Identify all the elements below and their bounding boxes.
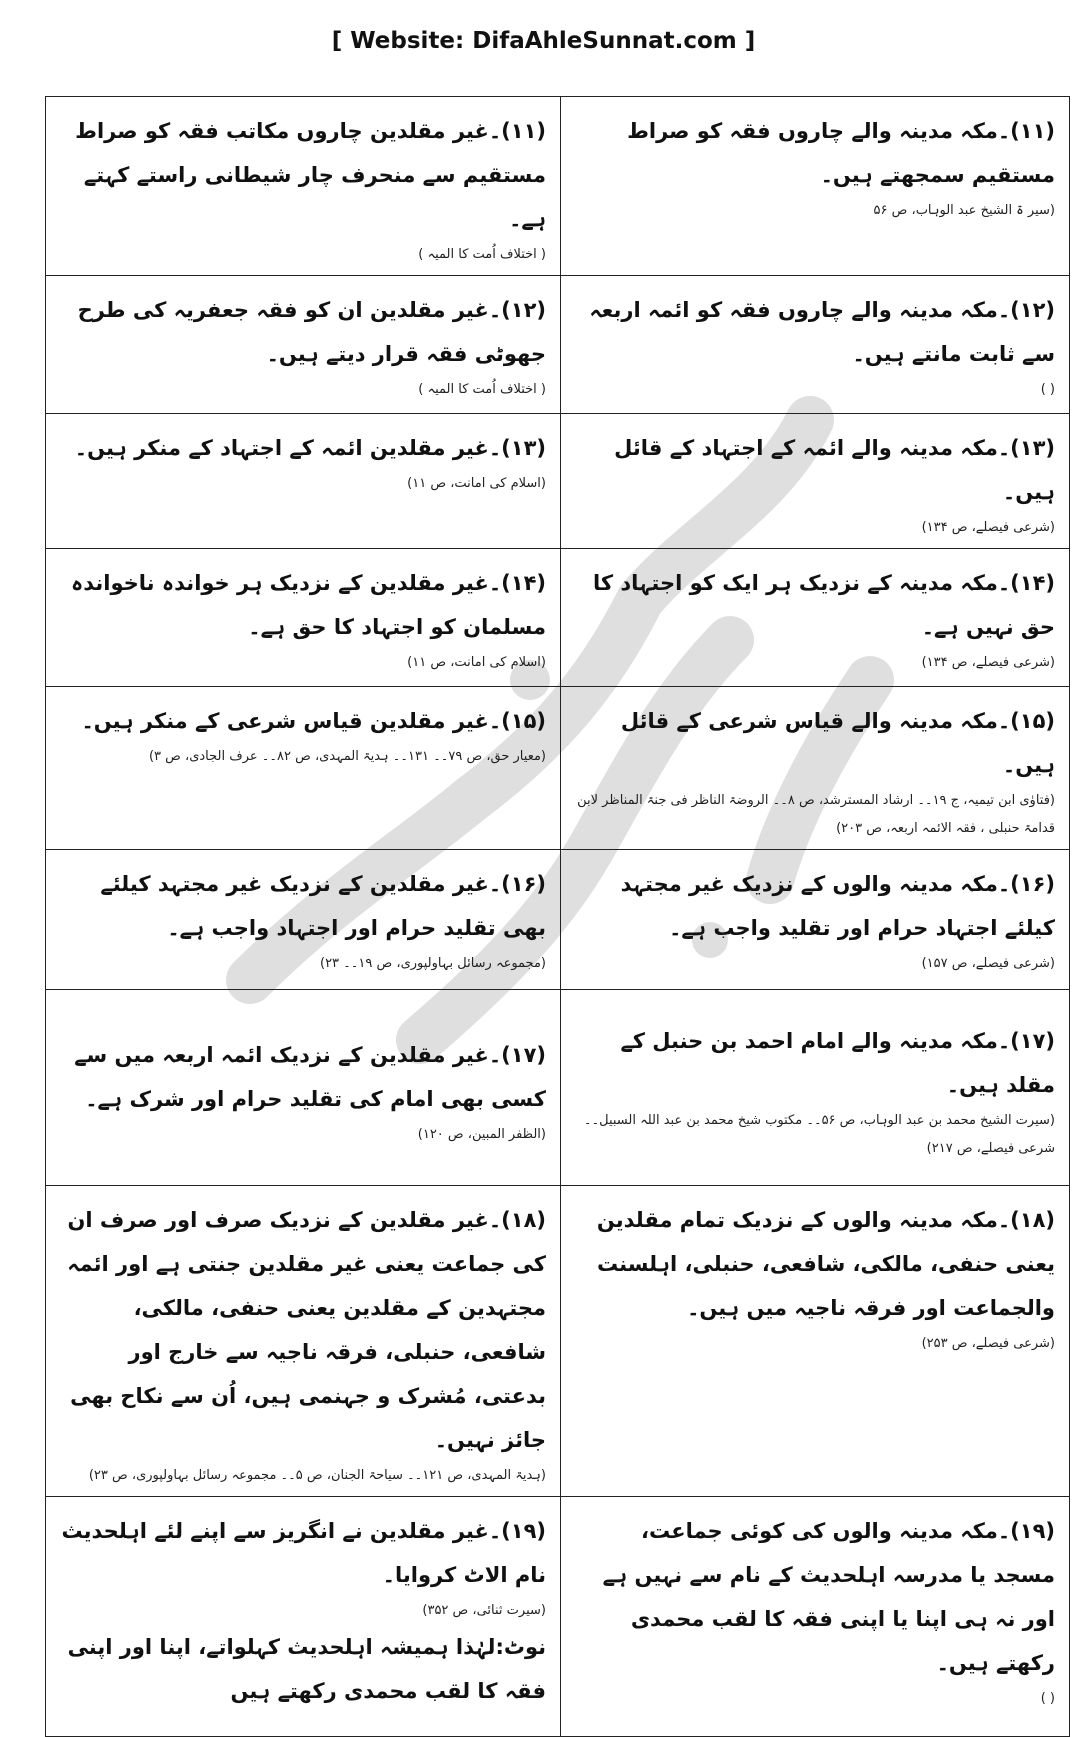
note-text: لہٰذا ہمیشہ اہلحدیث کہلواتے، اپنا اور اپنی فقہ کا لقب محمدی رکھتے ہیں [67, 1635, 546, 1703]
statement: (۱۵)۔غیر مقلدین قیاس شرعی کے منکر ہیں۔ [81, 709, 546, 733]
reference: (مجموعہ رسائل بہاولپوری، ص ۱۹۔۔ ۲۳) [320, 956, 546, 971]
statement: (۱۷)۔مکہ مدینہ والے امام احمد بن حنبل کے مقلد ہیں۔ [620, 1028, 1055, 1097]
makkah-madinah-cell [561, 97, 1070, 276]
makkah-madinah-cell [561, 1186, 1070, 1497]
ghair-muqallideen-cell [46, 549, 561, 687]
reference: (شرعی فیصلے، ص ۱۳۴) [921, 655, 1055, 670]
reference: (فتاوٰی ابن تیمیہ، ج ۱۹۔۔ ارشاد المسترشد، ص ۸۔۔ الروضۃ الناظر فی جنۃ المناظر لابن قدامۃ حنبلی ، فقہ الائمہ اربعہ، ص ۲۰۳) [577, 793, 1055, 836]
comparison-table [45, 96, 1070, 1737]
makkah-madinah-cell [561, 414, 1070, 549]
reference: (سیرت الشیخ محمد بن عبد الوہاب، ص ۵۶۔۔ مکتوب شیخ محمد بن عبد اللہ السبیل۔۔ شرعی فیصلے، ص ۲۱۷) [583, 1112, 1055, 1156]
statement: (۱۱)۔مکہ مدینہ والے چاروں فقہ کو صراط مستقیم سمجھتے ہیں۔ [627, 119, 1055, 187]
reference: (شرعی فیصلے، ص ۲۵۳) [921, 1336, 1055, 1351]
statement: (۱۴)۔مکہ مدینہ کے نزدیک ہر ایک کو اجتہاد کا حق نہیں ہے۔ [593, 571, 1055, 639]
statement: (۱۶)۔غیر مقلدین کے نزدیک غیر مجتہد کیلئے بھی تقلید حرام اور اجتہاد واجب ہے۔ [100, 872, 546, 940]
ghair-muqallideen-cell [46, 276, 561, 414]
statement: (۱۹)۔مکہ مدینہ والوں کی کوئی جماعت، مسجد یا مدرسہ اہلحدیث کے نام سے نہیں ہے اور نہ ہی اپنا یا اپنی فقہ کا لقب محمدی رکھتے ہیں۔ [602, 1519, 1055, 1675]
ghair-muqallideen-cell [46, 1497, 561, 1737]
note-label: نوٹ: [495, 1635, 546, 1659]
statement: (۱۸)۔مکہ مدینہ والوں کے نزدیک تمام مقلدین یعنی حنفی، مالکی، شافعی، حنبلی، اہلسنت والجماعت اور فرقہ ناجیہ میں ہیں۔ [596, 1208, 1055, 1320]
statement: (۱۲)۔غیر مقلدین ان کو فقہ جعفریہ کی طرح جھوٹی فقہ قرار دیتے ہیں۔ [77, 298, 546, 366]
reference: (اسلام کی امانت، ص ۱۱) [407, 655, 546, 670]
statement: (۱۴)۔غیر مقلدین کے نزدیک ہر خواندہ ناخواندہ مسلمان کو اجتہاد کا حق ہے۔ [70, 571, 546, 639]
makkah-madinah-cell [561, 549, 1070, 687]
website-header: [ Website: DifaAhleSunnat.com ] [331, 28, 756, 54]
makkah-madinah-cell [561, 850, 1070, 990]
table-row [46, 549, 1070, 687]
table-row [46, 97, 1070, 276]
makkah-madinah-cell [561, 687, 1070, 850]
reference: ( اختلاف اُمت کا المیہ ) [418, 382, 546, 397]
table-row [46, 1186, 1070, 1497]
statement: (۱۳)۔مکہ مدینہ والے ائمہ کے اجتہاد کے قائل ہیں۔ [614, 436, 1055, 504]
reference: ( ) [1040, 1691, 1055, 1706]
reference: ( اختلاف اُمت کا المیہ ) [418, 247, 546, 262]
statement: (۱۵)۔مکہ مدینہ والے قیاس شرعی کے قائل ہیں۔ [620, 709, 1055, 777]
ghair-muqallideen-cell [46, 414, 561, 549]
makkah-madinah-cell [561, 990, 1070, 1186]
note [60, 1625, 546, 1713]
makkah-madinah-cell [561, 1497, 1070, 1737]
statement: (۱۹)۔غیر مقلدین نے انگریز سے اپنے لئے اہلحدیث نام الاٹ کروایا۔ [61, 1519, 546, 1587]
ghair-muqallideen-cell [46, 687, 561, 850]
statement: (۱۱)۔غیر مقلدین چاروں مکاتب فقہ کو صراط مستقیم سے منحرف چار شیطانی راستے کہتے ہے۔ [75, 119, 546, 231]
statement: (۱۸)۔غیر مقلدین کے نزدیک صرف اور صرف ان کی جماعت یعنی غیر مقلدین جنتی ہے اور ائمہ مجتہدین کے مقلدین یعنی حنفی، مالکی، شافعی، حنبلی، فرقہ ناجیہ سے خارج اور بدعتی، مُشرک و جہنمی ہیں، اُن سے نکاح بھی جائز نہیں۔ [67, 1208, 546, 1452]
statement: (۱۷)۔غیر مقلدین کے نزدیک ائمہ اربعہ میں سے کسی بھی امام کی تقلید حرام اور شرک ہے۔ [74, 1042, 546, 1111]
reference: (اسلام کی امانت، ص ۱۱) [407, 476, 546, 491]
table-row [46, 687, 1070, 850]
reference: ( ) [1040, 382, 1055, 397]
ghair-muqallideen-cell [46, 97, 561, 276]
table-row [46, 990, 1070, 1186]
reference: (الظفر المبین، ص ۱۲۰) [417, 1126, 546, 1142]
table-row [46, 1497, 1070, 1737]
table-row [46, 850, 1070, 990]
statement: (۱۶)۔مکہ مدینہ والوں کے نزدیک غیر مجتہد کیلئے اجتہاد حرام اور تقلید واجب ہے۔ [620, 872, 1055, 940]
table-row [46, 276, 1070, 414]
reference: (شرعی فیصلے، ص ۱۳۴) [921, 520, 1055, 535]
reference: (سیرت ثنائی، ص ۳۵۲) [422, 1603, 546, 1618]
statement: (۱۲)۔مکہ مدینہ والے چاروں فقہ کو ائمہ اربعہ سے ثابت مانتے ہیں۔ [589, 298, 1055, 366]
reference: (ہدیۃ المہدی، ص ۱۲۱۔۔ سیاحۃ الجنان، ص ۵۔۔ مجموعہ رسائل بہاولپوری، ص ۲۳) [88, 1468, 546, 1483]
ghair-muqallideen-cell [46, 850, 561, 990]
ghair-muqallideen-cell [46, 1186, 561, 1497]
reference: (شرعی فیصلے، ص ۱۵۷) [921, 956, 1055, 971]
table-row [46, 414, 1070, 549]
ghair-muqallideen-cell [46, 990, 561, 1186]
reference: (معیار حق، ص ۷۹۔۔ ۱۳۱۔۔ ہدیۃ المہدی، ص ۸۲۔۔ عرف الجادی، ص ۳) [148, 749, 546, 764]
reference: (سیر ۃ الشیخ عبد الوہاب، ص ۵۶ [873, 203, 1055, 218]
makkah-madinah-cell [561, 276, 1070, 414]
statement: (۱۳)۔غیر مقلدین ائمہ کے اجتہاد کے منکر ہیں۔ [74, 436, 546, 460]
